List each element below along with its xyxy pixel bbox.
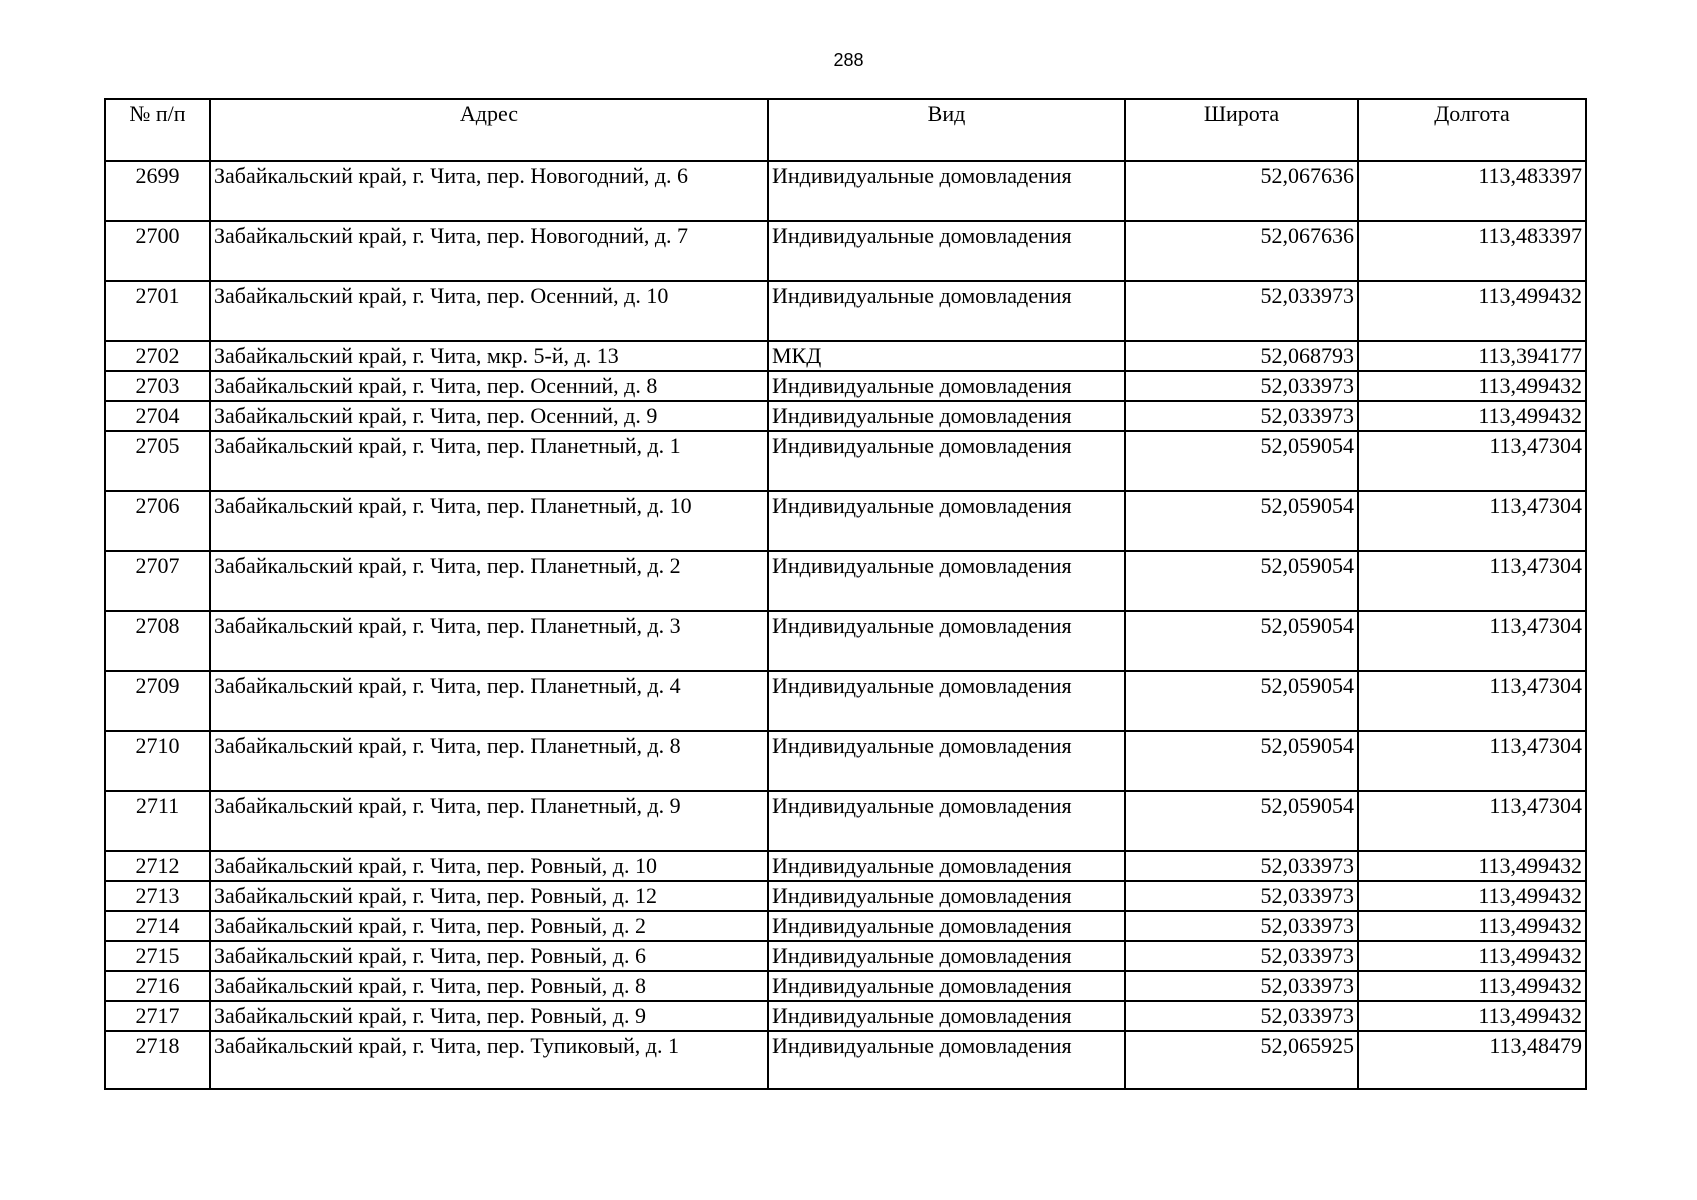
header-kind: Вид [768, 99, 1125, 161]
table-row [105, 491, 1586, 551]
cell-latitude: 52,059054 [1125, 611, 1358, 671]
cell-kind: Индивидуальные домовладения [768, 911, 1125, 941]
cell-kind: Индивидуальные домовладения [768, 161, 1125, 221]
cell-latitude: 52,033973 [1125, 401, 1358, 431]
cell-num: 2702 [105, 341, 210, 371]
table-row [105, 371, 1586, 401]
cell-address: Забайкальский край, г. Чита, пер. Ровный, д. 2 [210, 911, 768, 941]
cell-num: 2716 [105, 971, 210, 1001]
cell-kind: Индивидуальные домовладения [768, 1031, 1125, 1089]
cell-latitude: 52,059054 [1125, 491, 1358, 551]
cell-address: Забайкальский край, г. Чита, пер. Планетный, д. 2 [210, 551, 768, 611]
cell-longitude: 113,47304 [1358, 551, 1586, 611]
cell-num: 2703 [105, 371, 210, 401]
cell-longitude: 113,483397 [1358, 221, 1586, 281]
cell-num: 2718 [105, 1031, 210, 1089]
cell-address: Забайкальский край, г. Чита, пер. Тупиковый, д. 1 [210, 1031, 768, 1089]
cell-address: Забайкальский край, г. Чита, пер. Новогодний, д. 6 [210, 161, 768, 221]
cell-num: 2699 [105, 161, 210, 221]
cell-latitude: 52,067636 [1125, 161, 1358, 221]
table-row [105, 341, 1586, 371]
cell-longitude: 113,394177 [1358, 341, 1586, 371]
cell-latitude: 52,059054 [1125, 791, 1358, 851]
address-registry-table [104, 98, 1587, 1090]
cell-num: 2709 [105, 671, 210, 731]
cell-address: Забайкальский край, г. Чита, пер. Планетный, д. 1 [210, 431, 768, 491]
cell-latitude: 52,033973 [1125, 911, 1358, 941]
header-latitude: Широта [1125, 99, 1358, 161]
cell-kind: Индивидуальные домовладения [768, 791, 1125, 851]
cell-address: Забайкальский край, г. Чита, пер. Осенний, д. 10 [210, 281, 768, 341]
cell-address: Забайкальский край, г. Чита, пер. Ровный, д. 9 [210, 1001, 768, 1031]
cell-num: 2706 [105, 491, 210, 551]
table-row [105, 731, 1586, 791]
cell-address: Забайкальский край, г. Чита, пер. Ровный, д. 6 [210, 941, 768, 971]
cell-address: Забайкальский край, г. Чита, мкр. 5-й, д. 13 [210, 341, 768, 371]
table-row [105, 1001, 1586, 1031]
cell-kind: Индивидуальные домовладения [768, 851, 1125, 881]
cell-longitude: 113,499432 [1358, 941, 1586, 971]
cell-longitude: 113,499432 [1358, 401, 1586, 431]
cell-kind: Индивидуальные домовладения [768, 971, 1125, 1001]
cell-latitude: 52,059054 [1125, 671, 1358, 731]
cell-num: 2705 [105, 431, 210, 491]
cell-longitude: 113,499432 [1358, 971, 1586, 1001]
cell-num: 2712 [105, 851, 210, 881]
table-row [105, 611, 1586, 671]
cell-latitude: 52,068793 [1125, 341, 1358, 371]
table-row [105, 161, 1586, 221]
header-address: Адрес [210, 99, 768, 161]
cell-longitude: 113,47304 [1358, 731, 1586, 791]
cell-longitude: 113,47304 [1358, 671, 1586, 731]
cell-address: Забайкальский край, г. Чита, пер. Новогодний, д. 7 [210, 221, 768, 281]
table-row [105, 431, 1586, 491]
cell-longitude: 113,483397 [1358, 161, 1586, 221]
cell-kind: МКД [768, 341, 1125, 371]
cell-longitude: 113,47304 [1358, 791, 1586, 851]
header-num: № п/п [105, 99, 210, 161]
cell-kind: Индивидуальные домовладения [768, 491, 1125, 551]
cell-longitude: 113,48479 [1358, 1031, 1586, 1089]
table-row [105, 851, 1586, 881]
table-row [105, 1031, 1586, 1089]
cell-kind: Индивидуальные домовладения [768, 431, 1125, 491]
cell-kind: Индивидуальные домовладения [768, 671, 1125, 731]
cell-num: 2713 [105, 881, 210, 911]
cell-num: 2701 [105, 281, 210, 341]
cell-latitude: 52,067636 [1125, 221, 1358, 281]
cell-kind: Индивидуальные домовладения [768, 1001, 1125, 1031]
cell-latitude: 52,033973 [1125, 281, 1358, 341]
cell-address: Забайкальский край, г. Чита, пер. Ровный, д. 8 [210, 971, 768, 1001]
cell-kind: Индивидуальные домовладения [768, 551, 1125, 611]
cell-address: Забайкальский край, г. Чита, пер. Ровный, д. 12 [210, 881, 768, 911]
cell-longitude: 113,499432 [1358, 851, 1586, 881]
table-row [105, 221, 1586, 281]
cell-longitude: 113,499432 [1358, 911, 1586, 941]
cell-num: 2704 [105, 401, 210, 431]
table-row [105, 671, 1586, 731]
cell-num: 2717 [105, 1001, 210, 1031]
table-row [105, 941, 1586, 971]
cell-address: Забайкальский край, г. Чита, пер. Планетный, д. 3 [210, 611, 768, 671]
cell-num: 2710 [105, 731, 210, 791]
table-row [105, 551, 1586, 611]
cell-kind: Индивидуальные домовладения [768, 881, 1125, 911]
cell-address: Забайкальский край, г. Чита, пер. Осенний, д. 8 [210, 371, 768, 401]
cell-kind: Индивидуальные домовладения [768, 731, 1125, 791]
cell-latitude: 52,059054 [1125, 431, 1358, 491]
cell-latitude: 52,033973 [1125, 851, 1358, 881]
cell-address: Забайкальский край, г. Чита, пер. Планетный, д. 8 [210, 731, 768, 791]
cell-longitude: 113,47304 [1358, 431, 1586, 491]
table-row [105, 401, 1586, 431]
cell-longitude: 113,47304 [1358, 491, 1586, 551]
cell-address: Забайкальский край, г. Чита, пер. Планетный, д. 10 [210, 491, 768, 551]
cell-kind: Индивидуальные домовладения [768, 281, 1125, 341]
cell-kind: Индивидуальные домовладения [768, 371, 1125, 401]
cell-longitude: 113,499432 [1358, 881, 1586, 911]
cell-latitude: 52,033973 [1125, 971, 1358, 1001]
cell-num: 2708 [105, 611, 210, 671]
cell-kind: Индивидуальные домовладения [768, 611, 1125, 671]
table-row [105, 971, 1586, 1001]
cell-num: 2711 [105, 791, 210, 851]
cell-latitude: 52,033973 [1125, 1001, 1358, 1031]
cell-longitude: 113,499432 [1358, 371, 1586, 401]
table-row [105, 791, 1586, 851]
cell-num: 2715 [105, 941, 210, 971]
cell-kind: Индивидуальные домовладения [768, 401, 1125, 431]
cell-latitude: 52,059054 [1125, 731, 1358, 791]
cell-address: Забайкальский край, г. Чита, пер. Ровный, д. 10 [210, 851, 768, 881]
cell-latitude: 52,065925 [1125, 1031, 1358, 1089]
cell-longitude: 113,499432 [1358, 281, 1586, 341]
cell-address: Забайкальский край, г. Чита, пер. Планетный, д. 4 [210, 671, 768, 731]
table-row [105, 281, 1586, 341]
cell-latitude: 52,033973 [1125, 941, 1358, 971]
cell-latitude: 52,033973 [1125, 371, 1358, 401]
table-row [105, 881, 1586, 911]
table-body [105, 161, 1586, 1089]
cell-address: Забайкальский край, г. Чита, пер. Планетный, д. 9 [210, 791, 768, 851]
cell-longitude: 113,47304 [1358, 611, 1586, 671]
table-header-row [105, 99, 1586, 161]
cell-address: Забайкальский край, г. Чита, пер. Осенний, д. 9 [210, 401, 768, 431]
cell-num: 2707 [105, 551, 210, 611]
cell-latitude: 52,033973 [1125, 881, 1358, 911]
cell-num: 2714 [105, 911, 210, 941]
cell-kind: Индивидуальные домовладения [768, 941, 1125, 971]
cell-num: 2700 [105, 221, 210, 281]
header-longitude: Долгота [1358, 99, 1586, 161]
page-number: 288 [833, 50, 864, 70]
cell-longitude: 113,499432 [1358, 1001, 1586, 1031]
cell-latitude: 52,059054 [1125, 551, 1358, 611]
cell-kind: Индивидуальные домовладения [768, 221, 1125, 281]
table-row [105, 911, 1586, 941]
